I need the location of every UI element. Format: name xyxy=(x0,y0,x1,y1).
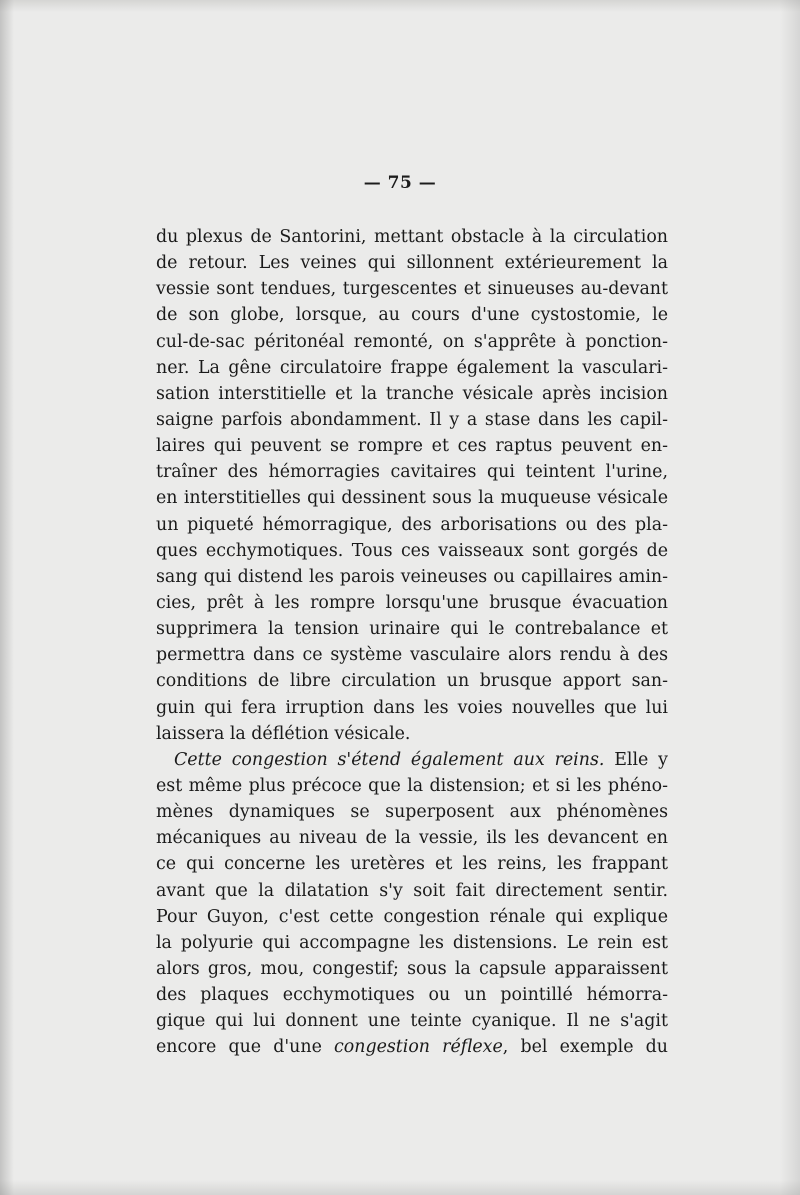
text-line: de son globe, lorsque, au cours d'une cystostomie, le xyxy=(156,305,668,326)
text-line: des plaques ecchymotiques ou un pointillé hémorra- xyxy=(156,985,668,1006)
text-line: cies, prêt à les rompre lorsqu'une brusque évacuation xyxy=(156,592,668,613)
text-line: sang qui distend les parois veineuses ou capillaires amin- xyxy=(156,566,668,587)
page-number: — 75 — xyxy=(363,173,437,193)
text-line: gique qui lui donnent une teinte cyanique. Il ne s'agit xyxy=(156,1011,668,1032)
text-line: ce qui concerne les uretères et les reins, les frappant xyxy=(156,854,668,875)
text-line: mènes dynamiques se superposent aux phénomènes xyxy=(156,802,668,823)
italic-phrase: Cette congestion s'étend également aux reins. xyxy=(174,749,605,770)
text-fragment: , bel exemple du xyxy=(502,1037,668,1058)
body-text xyxy=(156,224,668,1061)
text-line: laissera la déflétion vésicale. xyxy=(156,723,411,744)
text-line: est même plus précoce que la distension; et si les phéno- xyxy=(156,775,668,796)
text-fragment: Elle y xyxy=(604,749,668,770)
text-line: Pour Guyon, c'est cette congestion rénale qui explique xyxy=(156,906,668,927)
text-line: en interstitielles qui dessinent sous la muqueuse vésicale xyxy=(156,488,668,509)
text-line: supprimera la tension urinaire qui le contrebalance et xyxy=(156,619,668,640)
text-line: avant que la dilatation s'y soit fait directement sentir. xyxy=(156,880,668,901)
text-line: cul-de-sac péritonéal remonté, on s'apprête à ponction- xyxy=(156,331,668,352)
text-line: un piqueté hémorragique, des arborisations ou des pla- xyxy=(156,514,668,535)
text-line: ner. La gêne circulatoire frappe également la vasculari- xyxy=(156,357,668,378)
text-line: conditions de libre circulation un brusque apport san- xyxy=(156,671,668,692)
text-line: mécaniques au niveau de la vessie, ils les devancent en xyxy=(156,828,668,849)
text-line: de retour. Les veines qui sillonnent extérieurement la xyxy=(156,253,668,274)
text-line: guin qui fera irruption dans les voies nouvelles que lui xyxy=(156,697,668,718)
text-line: permettra dans ce système vasculaire alors rendu à des xyxy=(156,645,668,666)
text-line: alors gros, mou, congestif; sous la capsule apparaissent xyxy=(156,958,668,979)
paragraph-2 xyxy=(156,747,668,1061)
text-line: du plexus de Santorini, mettant obstacle à la circulation xyxy=(156,227,668,247)
italic-phrase: congestion réflexe xyxy=(334,1037,503,1058)
text-line: la polyurie qui accompagne les distensions. Le rein est xyxy=(156,932,668,953)
text-line-last xyxy=(156,1034,668,1060)
text-line: laires qui peuvent se rompre et ces raptus peuvent en- xyxy=(156,436,668,457)
text-line-first xyxy=(156,747,668,773)
paragraph-1 xyxy=(156,224,668,747)
text-line: vessie sont tendues, turgescentes et sinueuses au-devant xyxy=(156,279,668,300)
text-fragment: encore que d'une xyxy=(156,1037,335,1058)
text-line: ques ecchymotiques. Tous ces vaisseaux sont gorgés de xyxy=(156,540,668,561)
text-line: saigne parfois abondamment. Il y a stase dans les capil- xyxy=(156,409,668,430)
text-line: sation interstitielle et la tranche vésicale après incision xyxy=(156,383,668,404)
text-line: traîner des hémorragies cavitaires qui teintent l'urine, xyxy=(156,462,668,483)
